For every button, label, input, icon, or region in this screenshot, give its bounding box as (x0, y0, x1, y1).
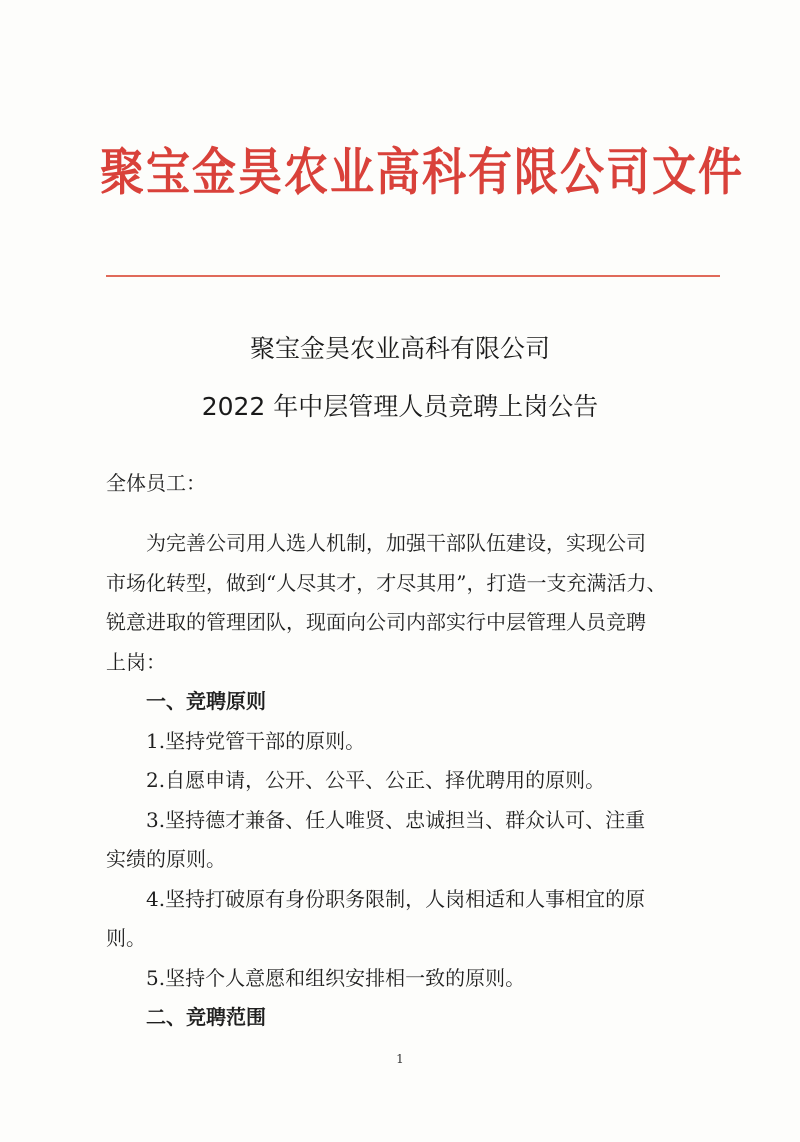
section-2-heading: 二、竞聘范围 (146, 1005, 266, 1029)
intro-line-3: 锐意进取的管理团队，现面向公司内部实行中层管理人员竞聘 (106, 610, 646, 634)
document-title-line-2: 2022 年中层管理人员竞聘上岗公告 (201, 392, 599, 421)
principle-5: 5.坚持个人意愿和组织安排相一致的原则。 (146, 966, 526, 990)
intro-line-2: 市场化转型，做到“人尽其才，才尽其用”，打造一支充满活力、 (106, 571, 667, 595)
principle-3-line-1: 3.坚持德才兼备、任人唯贤、忠诚担当、群众认可、注重 (146, 808, 646, 832)
red-header-rule (106, 275, 720, 277)
document-title-line-1: 聚宝金昊农业高科有限公司 (249, 334, 550, 363)
principle-4-line-2: 则。 (106, 926, 146, 950)
intro-line-1: 为完善公司用人选人机制，加强干部队伍建设，实现公司 (146, 531, 646, 555)
section-1-heading: 一、竞聘原则 (146, 689, 266, 713)
red-header-title: 聚宝金昊农业高科有限公司文件 (100, 143, 744, 203)
intro-line-4: 上岗： (106, 650, 166, 674)
page-number: 1 (396, 1052, 404, 1066)
principle-3-line-2: 实绩的原则。 (106, 847, 226, 871)
salutation: 全体员工： (106, 471, 206, 495)
principle-1: 1.坚持党管干部的原则。 (146, 729, 366, 753)
principle-2: 2.自愿申请，公开、公平、公正、择优聘用的原则。 (146, 768, 606, 792)
principle-4-line-1: 4.坚持打破原有身份职务限制，人岗相适和人事相宜的原 (146, 887, 646, 911)
